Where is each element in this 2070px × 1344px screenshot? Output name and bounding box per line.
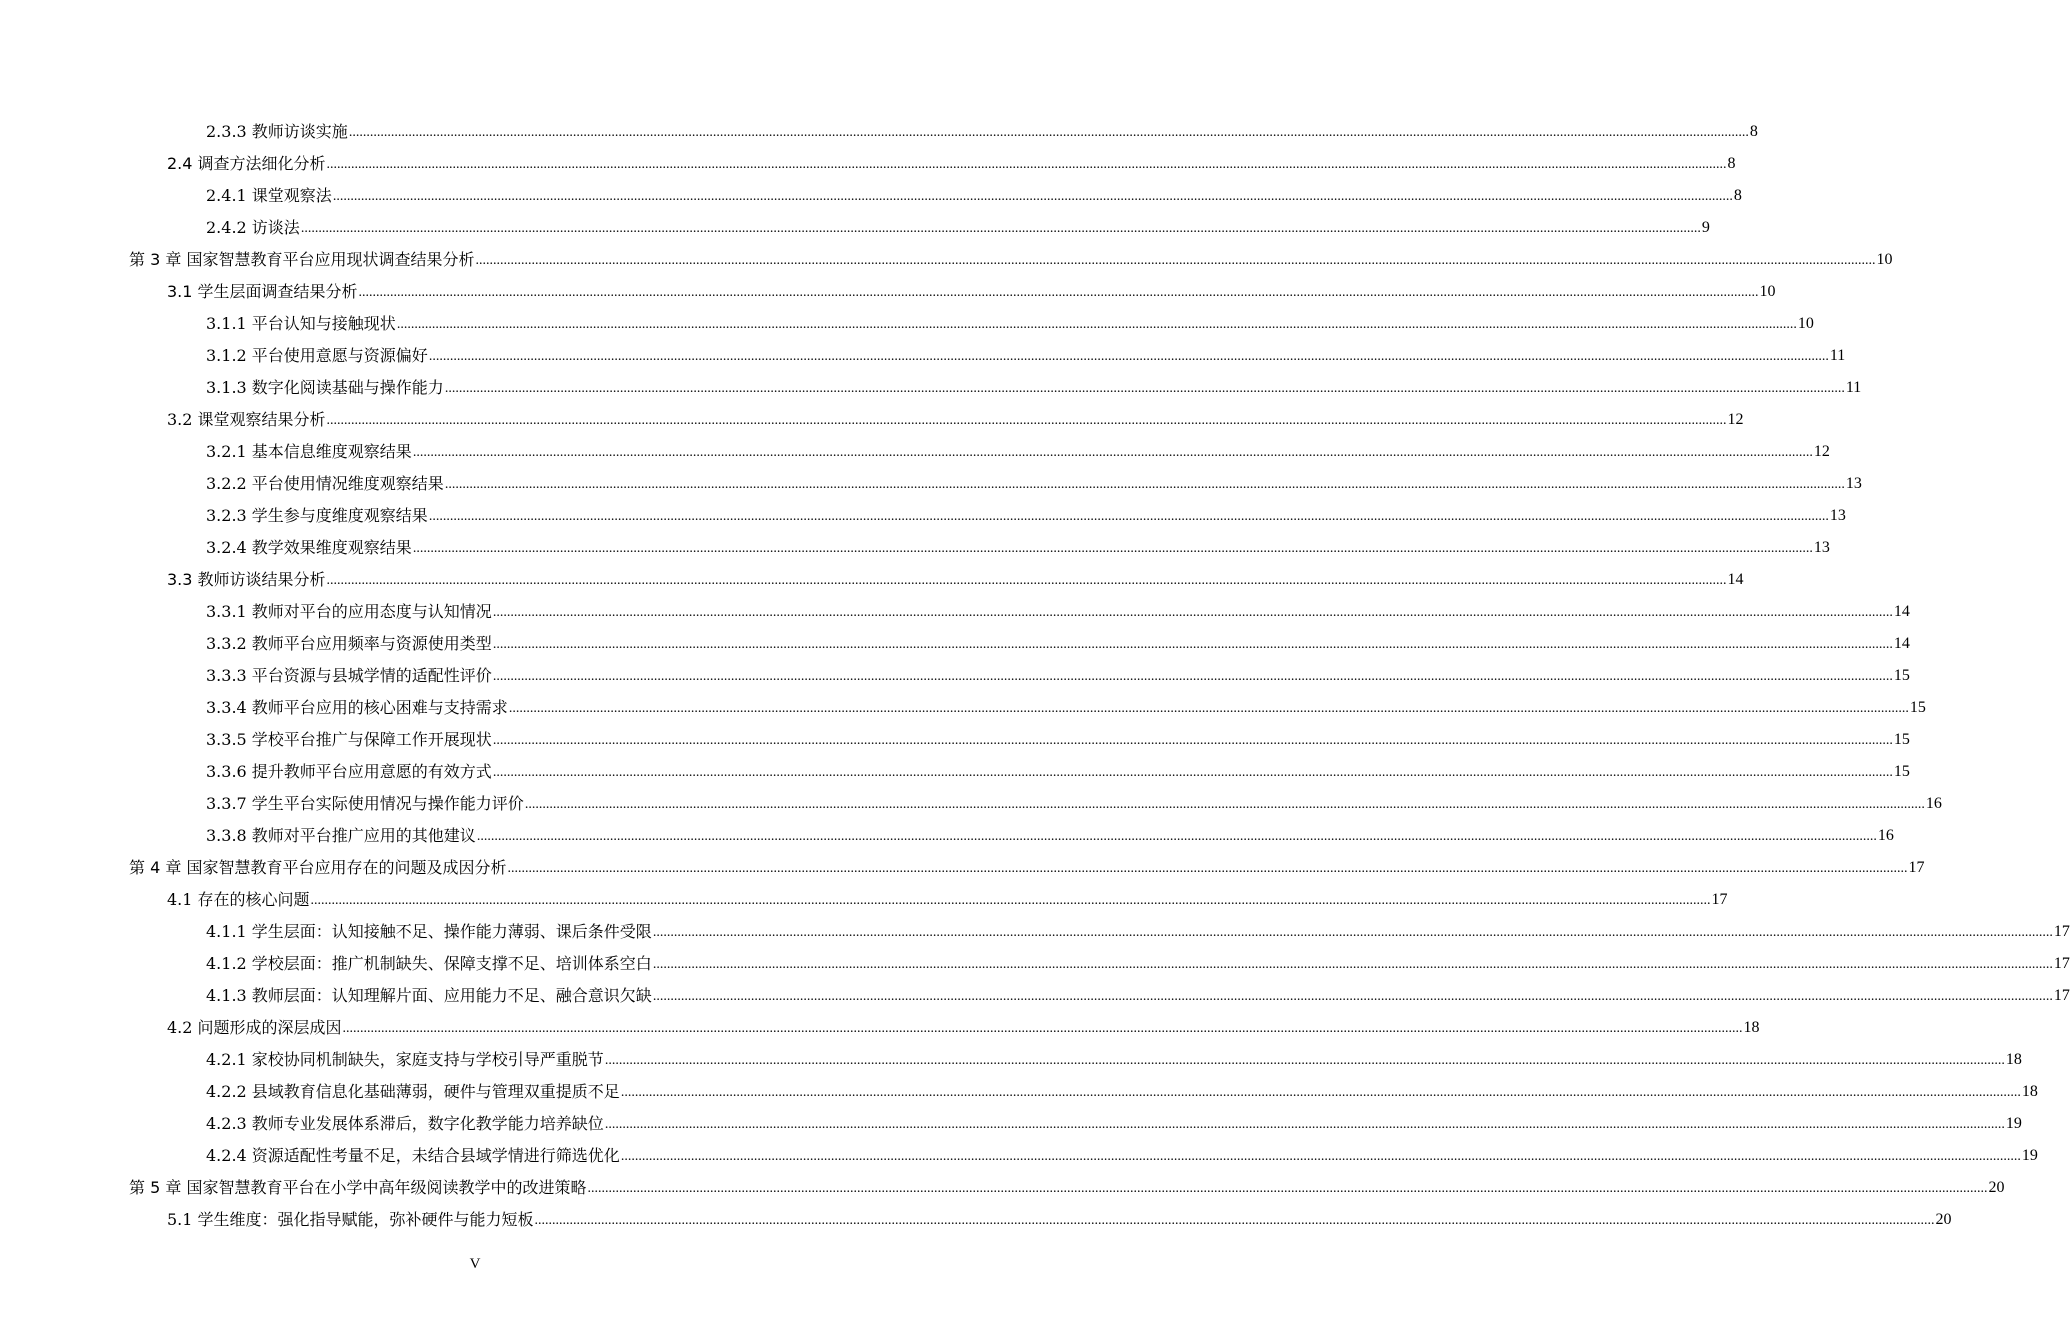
- toc-dot-leader: ................................................................................................................................................................................................................................................................................................................................................................................................................: [428, 349, 1829, 364]
- toc-entry-page: 9: [1701, 219, 1710, 236]
- toc-entry[interactable]: [0, 276, 1776, 308]
- toc-entry-page: 20: [1988, 1179, 2005, 1196]
- toc-entry-title: 3.3.7 学生平台实际使用情况与操作能力评价: [206, 794, 524, 813]
- page-number: V: [469, 1256, 481, 1272]
- toc-dot-leader: ................................................................................................................................................................................................................................................................................................................................................................................................................: [476, 829, 1877, 844]
- toc-entry-page: 13: [1813, 539, 1830, 556]
- toc-entry-page: 14: [1727, 571, 1744, 588]
- toc-entry-page: 12: [1727, 411, 1744, 428]
- toc-entry-title: 3.3 教师访谈结果分析: [167, 570, 326, 589]
- toc-entry-title: 3.3.4 教师平台应用的核心困难与支持需求: [206, 698, 508, 717]
- toc-dot-leader: ................................................................................................................................................................................................................................................................................................................................................................................................................: [492, 733, 1893, 748]
- toc-entry-page: 14: [1893, 635, 1910, 652]
- toc-dot-leader: ................................................................................................................................................................................................................................................................................................................................................................................................................: [412, 445, 1813, 460]
- toc-entry-title: 4.2.2 县域教育信息化基础薄弱，硬件与管理双重提质不足: [206, 1082, 620, 1101]
- toc-entry[interactable]: [0, 148, 1736, 180]
- toc-entry-page: 11: [1845, 379, 1862, 396]
- toc-entry-page: 10: [1876, 251, 1893, 268]
- toc-entry-page: 20: [1935, 1211, 1952, 1228]
- toc-entry[interactable]: [0, 1108, 2022, 1140]
- toc-entry-title: 2.4 调查方法细化分析: [167, 154, 326, 173]
- toc-entry[interactable]: [0, 1076, 2038, 1108]
- toc-entry[interactable]: [0, 404, 1744, 436]
- toc-dot-leader: ................................................................................................................................................................................................................................................................................................................................................................................................................: [326, 413, 1727, 428]
- toc-entry[interactable]: [0, 308, 1814, 340]
- toc-entry-title: 4.1.2 学校层面：推广机制缺失、保障支撑不足、培训体系空白: [206, 954, 652, 973]
- toc-entry[interactable]: [0, 884, 1728, 916]
- toc-entry-page: 15: [1893, 763, 1910, 780]
- toc-entry[interactable]: [0, 1044, 2022, 1076]
- toc-dot-leader: ................................................................................................................................................................................................................................................................................................................................................................................................................: [396, 317, 1797, 332]
- toc-entry[interactable]: [0, 628, 1910, 660]
- toc-entry[interactable]: [0, 820, 1894, 852]
- toc-entry-title: 3.2.3 学生参与度维度观察结果: [206, 506, 428, 525]
- toc-dot-leader: ................................................................................................................................................................................................................................................................................................................................................................................................................: [508, 701, 1909, 716]
- toc-entry[interactable]: [0, 692, 1926, 724]
- toc-entry-title: 3.1.3 数字化阅读基础与操作能力: [206, 378, 444, 397]
- toc-entry[interactable]: [0, 756, 1910, 788]
- toc-entry[interactable]: [0, 500, 1846, 532]
- toc-entry[interactable]: [0, 436, 1830, 468]
- toc-dot-leader: ................................................................................................................................................................................................................................................................................................................................................................................................................: [604, 1053, 2005, 1068]
- toc-dot-leader: ................................................................................................................................................................................................................................................................................................................................................................................................................: [587, 1181, 1988, 1196]
- toc-entry-title: 第 4 章 国家智慧教育平台应用存在的问题及成因分析: [129, 858, 507, 877]
- toc-dot-leader: ................................................................................................................................................................................................................................................................................................................................................................................................................: [620, 1149, 2021, 1164]
- toc-entry-title: 3.2.1 基本信息维度观察结果: [206, 442, 412, 461]
- table-of-contents: [0, 116, 2070, 1236]
- toc-dot-leader: ................................................................................................................................................................................................................................................................................................................................................................................................................: [444, 381, 1845, 396]
- toc-entry[interactable]: [0, 468, 1862, 500]
- toc-dot-leader: ................................................................................................................................................................................................................................................................................................................................................................................................................: [428, 509, 1829, 524]
- toc-entry-page: 13: [1845, 475, 1862, 492]
- toc-entry-title: 4.1 存在的核心问题: [167, 890, 310, 909]
- toc-entry[interactable]: [0, 660, 1910, 692]
- toc-dot-leader: ................................................................................................................................................................................................................................................................................................................................................................................................................: [492, 605, 1893, 620]
- toc-entry-title: 3.2.4 教学效果维度观察结果: [206, 538, 412, 557]
- toc-entry-page: 12: [1813, 443, 1830, 460]
- toc-entry-page: 16: [1877, 827, 1894, 844]
- toc-entry-title: 2.4.2 访谈法: [206, 218, 300, 237]
- toc-entry[interactable]: [0, 372, 1862, 404]
- toc-entry-page: 8: [1749, 123, 1758, 140]
- toc-entry-title: 4.2.4 资源适配性考量不足，未结合县域学情进行筛选优化: [206, 1146, 620, 1165]
- toc-entry[interactable]: [0, 180, 1742, 212]
- toc-entry-page: 19: [2021, 1147, 2038, 1164]
- toc-entry-page: 15: [1909, 699, 1926, 716]
- toc-dot-leader: ................................................................................................................................................................................................................................................................................................................................................................................................................: [507, 861, 1908, 876]
- toc-entry-title: 3.3.3 平台资源与县城学情的适配性评价: [206, 666, 492, 685]
- toc-entry[interactable]: [0, 916, 2070, 948]
- toc-dot-leader: ................................................................................................................................................................................................................................................................................................................................................................................................................: [652, 989, 2053, 1004]
- toc-entry-title: 3.2 课堂观察结果分析: [167, 410, 326, 429]
- toc-entry[interactable]: [0, 948, 2070, 980]
- toc-entry-page: 10: [1759, 283, 1776, 300]
- toc-entry-page: 11: [1829, 347, 1846, 364]
- toc-dot-leader: ................................................................................................................................................................................................................................................................................................................................................................................................................: [620, 1085, 2021, 1100]
- toc-entry-title: 3.1.2 平台使用意愿与资源偏好: [206, 346, 428, 365]
- toc-entry-title: 第 5 章 国家智慧教育平台在小学中高年级阅读教学中的改进策略: [129, 1178, 587, 1197]
- toc-dot-leader: ................................................................................................................................................................................................................................................................................................................................................................................................................: [358, 285, 1759, 300]
- toc-entry-title: 3.3.2 教师平台应用频率与资源使用类型: [206, 634, 492, 653]
- toc-entry-title: 3.3.6 提升教师平台应用意愿的有效方式: [206, 762, 492, 781]
- toc-entry-page: 18: [1743, 1019, 1760, 1036]
- toc-dot-leader: ................................................................................................................................................................................................................................................................................................................................................................................................................: [326, 573, 1727, 588]
- toc-entry-page: 17: [1711, 891, 1728, 908]
- toc-entry-title: 4.1.3 教师层面：认知理解片面、应用能力不足、融合意识欠缺: [206, 986, 652, 1005]
- toc-entry[interactable]: [0, 1012, 1760, 1044]
- toc-entry[interactable]: [0, 1172, 2005, 1204]
- toc-entry-page: 15: [1893, 667, 1910, 684]
- toc-entry-page: 16: [1925, 795, 1942, 812]
- toc-dot-leader: ................................................................................................................................................................................................................................................................................................................................................................................................................: [604, 1117, 2005, 1132]
- toc-entry-title: 4.2 问题形成的深层成因: [167, 1018, 342, 1037]
- toc-dot-leader: ................................................................................................................................................................................................................................................................................................................................................................................................................: [300, 221, 1701, 236]
- toc-entry-page: 17: [2053, 923, 2070, 940]
- toc-dot-leader: ................................................................................................................................................................................................................................................................................................................................................................................................................: [492, 637, 1893, 652]
- toc-entry-title: 2.4.1 课堂观察法: [206, 186, 332, 205]
- toc-dot-leader: ................................................................................................................................................................................................................................................................................................................................................................................................................: [332, 189, 1733, 204]
- toc-entry-page: 19: [2005, 1115, 2022, 1132]
- toc-entry[interactable]: [0, 788, 1942, 820]
- toc-entry[interactable]: [0, 564, 1744, 596]
- toc-entry-title: 2.3.3 教师访谈实施: [206, 122, 348, 141]
- toc-dot-leader: ................................................................................................................................................................................................................................................................................................................................................................................................................: [492, 765, 1893, 780]
- toc-entry[interactable]: [0, 116, 1758, 148]
- toc-entry-title: 3.1 学生层面调查结果分析: [167, 282, 358, 301]
- toc-entry-page: 17: [1908, 859, 1925, 876]
- toc-entry-page: 17: [2053, 987, 2070, 1004]
- toc-dot-leader: ................................................................................................................................................................................................................................................................................................................................................................................................................: [652, 925, 2053, 940]
- toc-entry-page: 8: [1727, 155, 1736, 172]
- toc-dot-leader: ................................................................................................................................................................................................................................................................................................................................................................................................................: [342, 1021, 1743, 1036]
- toc-entry-title: 3.1.1 平台认知与接触现状: [206, 314, 396, 333]
- toc-entry-page: 17: [2053, 955, 2070, 972]
- toc-entry[interactable]: [0, 980, 2070, 1012]
- toc-entry-page: 8: [1733, 187, 1742, 204]
- toc-entry-title: 4.2.1 家校协同机制缺失，家庭支持与学校引导严重脱节: [206, 1050, 604, 1069]
- toc-entry-title: 4.2.3 教师专业发展体系滞后，数字化教学能力培养缺位: [206, 1114, 604, 1133]
- toc-entry-title: 3.2.2 平台使用情况维度观察结果: [206, 474, 444, 493]
- toc-entry[interactable]: [0, 212, 1710, 244]
- toc-dot-leader: ................................................................................................................................................................................................................................................................................................................................................................................................................: [444, 477, 1845, 492]
- toc-entry-page: 18: [2005, 1051, 2022, 1068]
- toc-entry-page: 13: [1829, 507, 1846, 524]
- toc-entry-page: 10: [1797, 315, 1814, 332]
- toc-entry-title: 3.3.1 教师对平台的应用态度与认知情况: [206, 602, 492, 621]
- toc-entry-title: 4.1.1 学生层面：认知接触不足、操作能力薄弱、课后条件受限: [206, 922, 652, 941]
- toc-entry-page: 14: [1893, 603, 1910, 620]
- toc-dot-leader: ................................................................................................................................................................................................................................................................................................................................................................................................................: [412, 541, 1813, 556]
- toc-entry-title: 3.3.5 学校平台推广与保障工作开展现状: [206, 730, 492, 749]
- toc-dot-leader: ................................................................................................................................................................................................................................................................................................................................................................................................................: [326, 157, 1727, 172]
- toc-entry-page: 18: [2021, 1083, 2038, 1100]
- toc-entry-title: 5.1 学生维度：强化指导赋能，弥补硬件与能力短板: [167, 1210, 534, 1229]
- toc-entry[interactable]: [0, 852, 1925, 884]
- toc-dot-leader: ................................................................................................................................................................................................................................................................................................................................................................................................................: [348, 125, 1749, 140]
- toc-entry[interactable]: [0, 244, 1893, 276]
- toc-entry[interactable]: [0, 340, 1846, 372]
- toc-entry-title: 第 3 章 国家智慧教育平台应用现状调查结果分析: [129, 250, 475, 269]
- toc-entry[interactable]: [0, 532, 1830, 564]
- toc-entry[interactable]: [0, 724, 1910, 756]
- toc-dot-leader: ................................................................................................................................................................................................................................................................................................................................................................................................................: [310, 893, 1711, 908]
- toc-entry-title: 3.3.8 教师对平台推广应用的其他建议: [206, 826, 476, 845]
- toc-dot-leader: ................................................................................................................................................................................................................................................................................................................................................................................................................: [475, 253, 1876, 268]
- toc-dot-leader: ................................................................................................................................................................................................................................................................................................................................................................................................................: [534, 1213, 1935, 1228]
- toc-dot-leader: ................................................................................................................................................................................................................................................................................................................................................................................................................: [652, 957, 2053, 972]
- toc-entry[interactable]: [0, 1140, 2038, 1172]
- toc-dot-leader: ................................................................................................................................................................................................................................................................................................................................................................................................................: [492, 669, 1893, 684]
- toc-entry-page: 15: [1893, 731, 1910, 748]
- toc-entry[interactable]: [0, 1204, 1952, 1236]
- toc-dot-leader: ................................................................................................................................................................................................................................................................................................................................................................................................................: [524, 797, 1925, 812]
- toc-entry[interactable]: [0, 596, 1910, 628]
